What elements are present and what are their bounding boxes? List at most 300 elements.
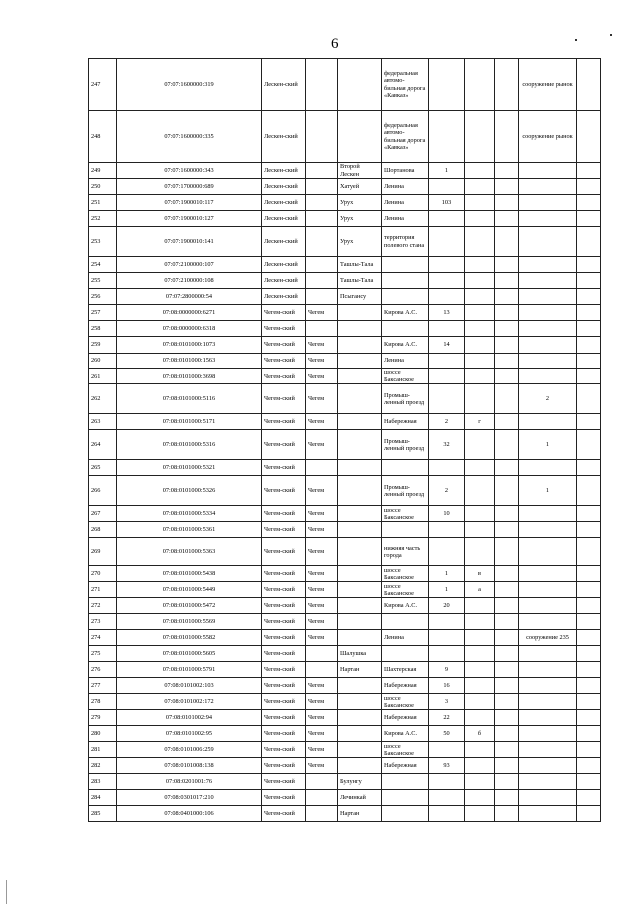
district-cell: Чегем-ский [262, 742, 306, 758]
empty-cell [577, 227, 601, 257]
row-number-cell: 275 [89, 646, 117, 662]
district-cell: Чегем-ский [262, 384, 306, 414]
locality-cell: Псыгансу [338, 289, 382, 305]
cadastral-number-cell: 07:07:1900010:117 [117, 195, 262, 211]
row-number-cell: 263 [89, 414, 117, 430]
street-cell: Ленина [382, 354, 429, 369]
empty-cell [577, 179, 601, 195]
settlement-city-cell [306, 195, 338, 211]
letter-cell [465, 384, 495, 414]
table-row [89, 476, 601, 506]
settlement-city-cell: Чегем [306, 305, 338, 321]
house-number-cell [429, 354, 465, 369]
settlement-city-cell [306, 111, 338, 163]
extra-cell [495, 337, 519, 354]
letter-cell [465, 179, 495, 195]
table-row [89, 678, 601, 694]
settlement-city-cell [306, 460, 338, 476]
letter-cell [465, 774, 495, 790]
settlement-city-cell: Чегем [306, 630, 338, 646]
table-row [89, 806, 601, 822]
table-row [89, 614, 601, 630]
empty-cell [577, 211, 601, 227]
table-row [89, 369, 601, 384]
settlement-city-cell: Чегем [306, 598, 338, 614]
locality-cell: Нартан [338, 662, 382, 678]
empty-cell [577, 646, 601, 662]
structure-type-cell [519, 460, 577, 476]
district-cell: Чегем-ский [262, 305, 306, 321]
extra-cell [495, 538, 519, 566]
letter-cell [465, 806, 495, 822]
district-cell: Чегем-ский [262, 694, 306, 710]
row-number-cell: 283 [89, 774, 117, 790]
house-number-cell: 1 [429, 163, 465, 179]
house-number-cell: 13 [429, 305, 465, 321]
empty-cell [577, 59, 601, 111]
district-cell: Лескен-ский [262, 163, 306, 179]
cadastral-number-cell: 07:08:0101000:5472 [117, 598, 262, 614]
street-cell: Набережная [382, 758, 429, 774]
locality-cell [338, 111, 382, 163]
settlement-city-cell [306, 273, 338, 289]
table-row [89, 726, 601, 742]
cadastral-number-cell: 07:08:0101002:103 [117, 678, 262, 694]
cadastral-number-cell: 07:08:0101000:5449 [117, 582, 262, 598]
district-cell: Чегем-ский [262, 414, 306, 430]
settlement-city-cell [306, 662, 338, 678]
cadastral-number-cell: 07:08:0101000:5321 [117, 460, 262, 476]
locality-cell [338, 582, 382, 598]
settlement-city-cell: Чегем [306, 694, 338, 710]
empty-cell [577, 195, 601, 211]
street-cell: Набережная [382, 710, 429, 726]
scan-speck [610, 34, 612, 36]
house-number-cell [429, 289, 465, 305]
structure-type-cell [519, 273, 577, 289]
row-number-cell: 255 [89, 273, 117, 289]
locality-cell [338, 414, 382, 430]
table-row [89, 582, 601, 598]
locality-cell [338, 460, 382, 476]
empty-cell [577, 414, 601, 430]
empty-cell [577, 337, 601, 354]
structure-type-cell [519, 538, 577, 566]
empty-cell [577, 476, 601, 506]
structure-type-cell [519, 211, 577, 227]
empty-cell [577, 305, 601, 321]
cadastral-number-cell: 07:08:0301017:210 [117, 790, 262, 806]
district-cell: Чегем-ский [262, 476, 306, 506]
street-cell [382, 790, 429, 806]
extra-cell [495, 790, 519, 806]
cadastral-number-cell: 07:08:0101000:5569 [117, 614, 262, 630]
table-row [89, 384, 601, 414]
house-number-cell [429, 321, 465, 337]
street-cell: территория полевого стана [382, 227, 429, 257]
cadastral-number-cell: 07:08:0101000:5334 [117, 506, 262, 522]
extra-cell [495, 321, 519, 337]
structure-type-cell [519, 678, 577, 694]
house-number-cell: 50 [429, 726, 465, 742]
table-row [89, 774, 601, 790]
district-cell: Лескен-ский [262, 111, 306, 163]
row-number-cell: 247 [89, 59, 117, 111]
street-cell: Промыш-ленный проезд [382, 430, 429, 460]
row-number-cell: 266 [89, 476, 117, 506]
letter-cell [465, 614, 495, 630]
table-row [89, 59, 601, 111]
extra-cell [495, 111, 519, 163]
street-cell: Промыш-ленный проезд [382, 476, 429, 506]
extra-cell [495, 211, 519, 227]
locality-cell: Нартан [338, 806, 382, 822]
structure-type-cell [519, 369, 577, 384]
cadastral-number-cell: 07:07:1900010:127 [117, 211, 262, 227]
extra-cell [495, 273, 519, 289]
structure-type-cell [519, 414, 577, 430]
extra-cell [495, 758, 519, 774]
cadastral-number-cell: 07:07:1600000:335 [117, 111, 262, 163]
table-row [89, 163, 601, 179]
row-number-cell: 249 [89, 163, 117, 179]
locality-cell: Хатуей [338, 179, 382, 195]
cadastral-number-cell: 07:08:0101000:5316 [117, 430, 262, 460]
row-number-cell: 281 [89, 742, 117, 758]
settlement-city-cell [306, 211, 338, 227]
row-number-cell: 268 [89, 522, 117, 538]
settlement-city-cell: Чегем [306, 506, 338, 522]
letter-cell [465, 790, 495, 806]
empty-cell [577, 506, 601, 522]
empty-cell [577, 460, 601, 476]
table-row [89, 211, 601, 227]
cadastral-number-cell: 07:07:1600000:319 [117, 59, 262, 111]
extra-cell [495, 598, 519, 614]
district-cell: Чегем-ский [262, 758, 306, 774]
settlement-city-cell: Чегем [306, 726, 338, 742]
table-row [89, 289, 601, 305]
letter-cell [465, 694, 495, 710]
letter-cell [465, 289, 495, 305]
structure-type-cell [519, 522, 577, 538]
cadastral-number-cell: 07:08:0101000:1073 [117, 337, 262, 354]
street-cell [382, 646, 429, 662]
empty-cell [577, 163, 601, 179]
locality-cell [338, 538, 382, 566]
settlement-city-cell: Чегем [306, 566, 338, 582]
cadastral-number-cell: 07:08:0000000:6318 [117, 321, 262, 337]
extra-cell [495, 646, 519, 662]
house-number-cell: 32 [429, 430, 465, 460]
locality-cell [338, 566, 382, 582]
row-number-cell: 259 [89, 337, 117, 354]
extra-cell [495, 710, 519, 726]
locality-cell: Ташлы-Тала [338, 257, 382, 273]
table-row [89, 662, 601, 678]
table-row [89, 646, 601, 662]
row-number-cell: 280 [89, 726, 117, 742]
scan-speck [575, 39, 577, 41]
house-number-cell: 9 [429, 662, 465, 678]
locality-cell [338, 694, 382, 710]
locality-cell: Урух [338, 227, 382, 257]
row-number-cell: 257 [89, 305, 117, 321]
empty-cell [577, 742, 601, 758]
letter-cell [465, 742, 495, 758]
house-number-cell [429, 646, 465, 662]
street-cell: Шортанова [382, 163, 429, 179]
structure-type-cell [519, 614, 577, 630]
table-row [89, 337, 601, 354]
cadastral-number-cell: 07:08:0101000:1563 [117, 354, 262, 369]
district-cell: Чегем-ский [262, 598, 306, 614]
house-number-cell: 103 [429, 195, 465, 211]
house-number-cell [429, 227, 465, 257]
letter-cell [465, 354, 495, 369]
locality-cell: Булунгу [338, 774, 382, 790]
table-row [89, 179, 601, 195]
structure-type-cell [519, 179, 577, 195]
structure-type-cell [519, 227, 577, 257]
cadastral-number-cell: 07:07:1600000:343 [117, 163, 262, 179]
letter-cell: г [465, 414, 495, 430]
extra-cell [495, 742, 519, 758]
settlement-city-cell [306, 59, 338, 111]
row-number-cell: 278 [89, 694, 117, 710]
letter-cell [465, 195, 495, 211]
street-cell: Кирова А.С. [382, 726, 429, 742]
letter-cell [465, 369, 495, 384]
house-number-cell: 2 [429, 414, 465, 430]
row-number-cell: 252 [89, 211, 117, 227]
table-row [89, 273, 601, 289]
structure-type-cell [519, 726, 577, 742]
row-number-cell: 279 [89, 710, 117, 726]
letter-cell [465, 257, 495, 273]
locality-cell [338, 630, 382, 646]
letter-cell: б [465, 726, 495, 742]
street-cell: Ленина [382, 630, 429, 646]
empty-cell [577, 321, 601, 337]
empty-cell [577, 726, 601, 742]
settlement-city-cell: Чегем [306, 414, 338, 430]
cadastral-number-cell: 07:08:0101000:5326 [117, 476, 262, 506]
empty-cell [577, 289, 601, 305]
cadastral-number-cell: 07:08:0101000:5582 [117, 630, 262, 646]
cadastral-register-table [88, 58, 601, 822]
district-cell: Чегем-ский [262, 522, 306, 538]
extra-cell [495, 566, 519, 582]
row-number-cell: 276 [89, 662, 117, 678]
table-row [89, 742, 601, 758]
table-row [89, 506, 601, 522]
row-number-cell: 274 [89, 630, 117, 646]
letter-cell [465, 273, 495, 289]
letter-cell [465, 758, 495, 774]
cadastral-number-cell: 07:08:0101000:5363 [117, 538, 262, 566]
locality-cell [338, 726, 382, 742]
house-number-cell [429, 111, 465, 163]
structure-type-cell [519, 195, 577, 211]
letter-cell [465, 646, 495, 662]
empty-cell [577, 369, 601, 384]
settlement-city-cell: Чегем [306, 476, 338, 506]
street-cell: Шахтерская [382, 662, 429, 678]
locality-cell: Урух [338, 211, 382, 227]
extra-cell [495, 384, 519, 414]
cadastral-number-cell: 07:08:0000000:6271 [117, 305, 262, 321]
empty-cell [577, 790, 601, 806]
cadastral-number-cell: 07:08:0101002:95 [117, 726, 262, 742]
empty-cell [577, 758, 601, 774]
cadastral-number-cell: 07:08:0101000:3698 [117, 369, 262, 384]
locality-cell [338, 321, 382, 337]
house-number-cell [429, 257, 465, 273]
extra-cell [495, 354, 519, 369]
structure-type-cell [519, 646, 577, 662]
locality-cell [338, 369, 382, 384]
street-cell [382, 614, 429, 630]
structure-type-cell [519, 354, 577, 369]
row-number-cell: 261 [89, 369, 117, 384]
district-cell: Чегем-ский [262, 614, 306, 630]
house-number-cell: 10 [429, 506, 465, 522]
empty-cell [577, 694, 601, 710]
settlement-city-cell: Чегем [306, 384, 338, 414]
district-cell: Лескен-ский [262, 289, 306, 305]
empty-cell [577, 430, 601, 460]
structure-type-cell [519, 790, 577, 806]
extra-cell [495, 289, 519, 305]
structure-type-cell [519, 662, 577, 678]
house-number-cell: 93 [429, 758, 465, 774]
row-number-cell: 272 [89, 598, 117, 614]
district-cell: Чегем-ский [262, 337, 306, 354]
structure-type-cell [519, 566, 577, 582]
settlement-city-cell [306, 806, 338, 822]
empty-cell [577, 384, 601, 414]
table-row [89, 430, 601, 460]
street-cell: нижняя часть города [382, 538, 429, 566]
house-number-cell [429, 630, 465, 646]
table-row [89, 227, 601, 257]
extra-cell [495, 614, 519, 630]
structure-type-cell: сооружение рынок [519, 59, 577, 111]
extra-cell [495, 227, 519, 257]
house-number-cell [429, 806, 465, 822]
letter-cell [465, 321, 495, 337]
structure-type-cell [519, 742, 577, 758]
empty-cell [577, 111, 601, 163]
house-number-cell [429, 538, 465, 566]
letter-cell [465, 630, 495, 646]
extra-cell [495, 257, 519, 273]
settlement-city-cell [306, 790, 338, 806]
empty-cell [577, 598, 601, 614]
settlement-city-cell [306, 321, 338, 337]
cadastral-number-cell: 07:08:0101000:5171 [117, 414, 262, 430]
locality-cell [338, 678, 382, 694]
street-cell [382, 289, 429, 305]
structure-type-cell [519, 710, 577, 726]
street-cell: Кирова А.С. [382, 305, 429, 321]
table-row [89, 566, 601, 582]
structure-type-cell: сооружение 235 [519, 630, 577, 646]
structure-type-cell [519, 806, 577, 822]
house-number-cell [429, 211, 465, 227]
house-number-cell [429, 59, 465, 111]
house-number-cell: 3 [429, 694, 465, 710]
street-cell [382, 460, 429, 476]
table-row [89, 460, 601, 476]
district-cell: Лескен-ский [262, 211, 306, 227]
house-number-cell [429, 273, 465, 289]
locality-cell [338, 305, 382, 321]
extra-cell [495, 522, 519, 538]
house-number-cell [429, 742, 465, 758]
locality-cell: Лечинкай [338, 790, 382, 806]
letter-cell [465, 163, 495, 179]
district-cell: Чегем-ский [262, 354, 306, 369]
row-number-cell: 282 [89, 758, 117, 774]
settlement-city-cell: Чегем [306, 337, 338, 354]
table-row [89, 305, 601, 321]
row-number-cell: 262 [89, 384, 117, 414]
cadastral-number-cell: 07:08:0101000:5438 [117, 566, 262, 582]
locality-cell [338, 758, 382, 774]
district-cell: Чегем-ский [262, 710, 306, 726]
empty-cell [577, 566, 601, 582]
row-number-cell: 265 [89, 460, 117, 476]
structure-type-cell: сооружение рынок [519, 111, 577, 163]
extra-cell [495, 506, 519, 522]
row-number-cell: 271 [89, 582, 117, 598]
structure-type-cell [519, 321, 577, 337]
extra-cell [495, 662, 519, 678]
locality-cell [338, 598, 382, 614]
structure-type-cell [519, 289, 577, 305]
cadastral-number-cell: 07:07:2100000:107 [117, 257, 262, 273]
street-cell: Ленина [382, 211, 429, 227]
district-cell: Лескен-ский [262, 273, 306, 289]
table-row [89, 522, 601, 538]
street-cell [382, 257, 429, 273]
locality-cell [338, 476, 382, 506]
letter-cell [465, 662, 495, 678]
settlement-city-cell [306, 163, 338, 179]
district-cell: Чегем-ский [262, 430, 306, 460]
structure-type-cell [519, 257, 577, 273]
structure-type-cell [519, 337, 577, 354]
table-body [89, 59, 601, 822]
table-row [89, 598, 601, 614]
letter-cell [465, 506, 495, 522]
row-number-cell: 248 [89, 111, 117, 163]
letter-cell: в [465, 566, 495, 582]
extra-cell [495, 460, 519, 476]
letter-cell [465, 211, 495, 227]
row-number-cell: 250 [89, 179, 117, 195]
street-cell [382, 774, 429, 790]
table-row [89, 111, 601, 163]
district-cell: Лескен-ский [262, 257, 306, 273]
extra-cell [495, 630, 519, 646]
structure-type-cell [519, 758, 577, 774]
table-row [89, 630, 601, 646]
settlement-city-cell: Чегем [306, 430, 338, 460]
settlement-city-cell [306, 257, 338, 273]
